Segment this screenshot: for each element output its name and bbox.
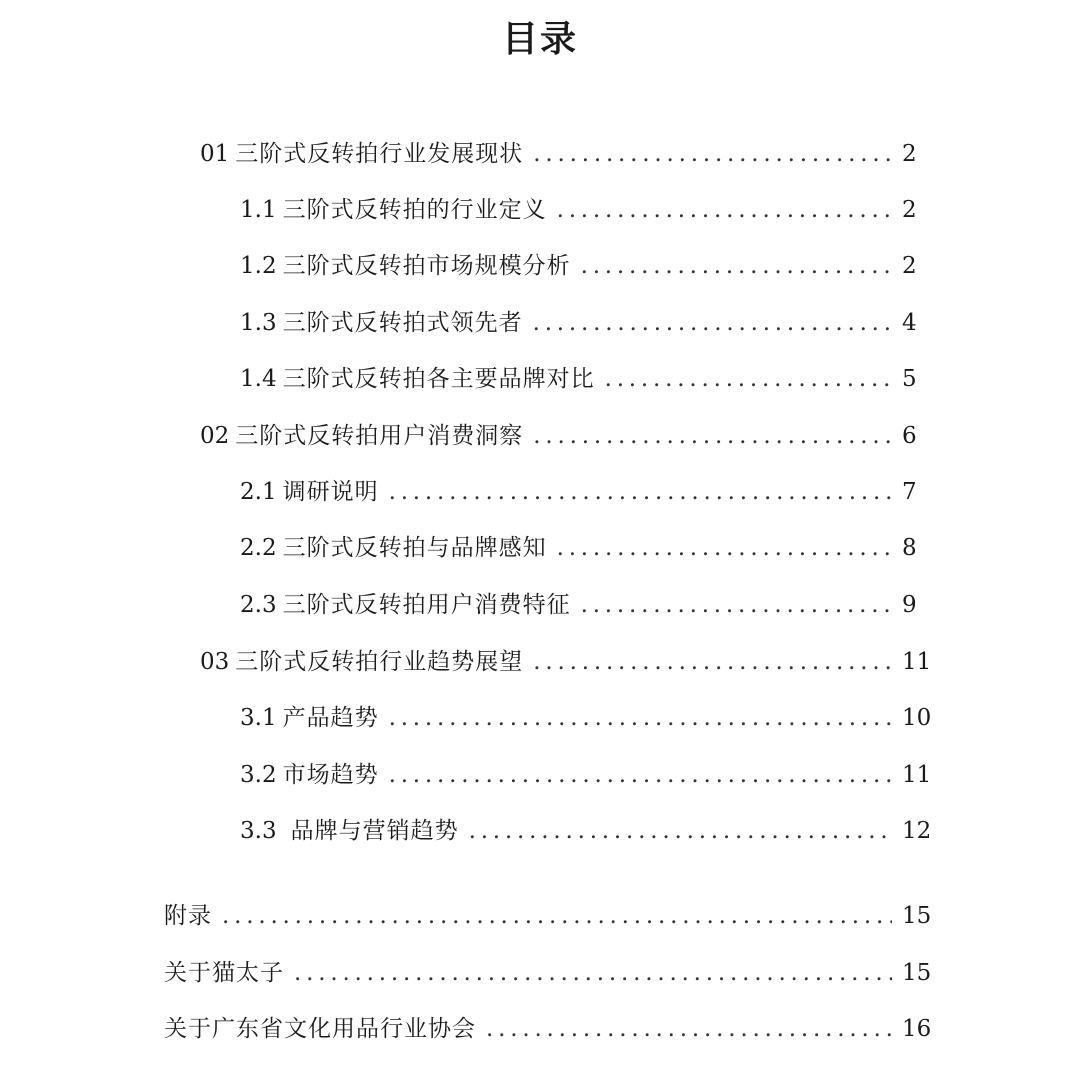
toc-entry-appendix[interactable] xyxy=(164,900,932,932)
dot-leader xyxy=(533,307,892,339)
toc-entry-label: 三阶式反转拍式领先者 xyxy=(282,310,523,336)
toc-entry-label: 调研说明 xyxy=(282,479,379,505)
toc-entry-page: 5 xyxy=(902,366,917,392)
toc-entry-label: 市场趋势 xyxy=(282,762,379,788)
toc-entry-page: 2 xyxy=(902,197,917,223)
toc-entry-section-1-3[interactable] xyxy=(240,307,916,339)
toc-entry-section-2-3[interactable] xyxy=(240,589,916,621)
dot-leader xyxy=(222,900,892,932)
toc-entry-page: 8 xyxy=(902,535,917,561)
toc-entry-label: 三阶式反转拍各主要品牌对比 xyxy=(282,366,595,392)
toc-entry-section-1-1[interactable] xyxy=(240,194,916,226)
toc-entry-number: 3.2 xyxy=(240,762,277,788)
toc-entry-section-3-2[interactable] xyxy=(240,759,932,791)
toc-entry-label: 品牌与营销趋势 xyxy=(290,818,459,844)
toc-entry-label: 附录 xyxy=(164,903,212,929)
toc-entry-label: 三阶式反转拍行业趋势展望 xyxy=(235,649,524,675)
toc-entry-section-3-1[interactable] xyxy=(240,702,932,734)
dot-leader xyxy=(486,1013,892,1045)
dot-leader xyxy=(389,759,892,791)
toc-entry-page: 15 xyxy=(902,960,932,986)
dot-leader xyxy=(605,363,892,395)
toc-entry-page: 11 xyxy=(902,649,932,675)
toc-entry-number: 2.3 xyxy=(240,592,277,618)
dot-leader xyxy=(533,138,892,170)
toc-entry-page: 7 xyxy=(902,479,917,505)
toc-entry-number: 1.1 xyxy=(240,197,277,223)
page-title: 目录 xyxy=(501,18,578,60)
toc-entry-page: 2 xyxy=(902,253,917,279)
toc-entry-label: 关于猫太子 xyxy=(164,960,284,986)
toc-entry-page: 12 xyxy=(902,818,932,844)
toc-entry-page: 11 xyxy=(902,762,932,788)
toc-entry-page: 2 xyxy=(902,141,917,167)
toc-entry-number: 01 xyxy=(200,141,230,167)
toc-entry-number: 1.2 xyxy=(240,253,277,279)
toc-entry-number: 1.4 xyxy=(240,366,277,392)
toc-entry-section-1-2[interactable] xyxy=(240,250,916,282)
toc-entry-number: 3.3 xyxy=(240,818,277,844)
toc-entry-number: 02 xyxy=(200,423,230,449)
toc-entry-page: 6 xyxy=(902,423,917,449)
toc-entry-label: 三阶式反转拍的行业定义 xyxy=(282,197,547,223)
toc-entry-chapter-03[interactable] xyxy=(200,646,932,678)
dot-leader xyxy=(581,589,892,621)
toc-entry-number: 03 xyxy=(200,649,230,675)
toc-entry-page: 4 xyxy=(902,310,917,336)
toc-entry-page: 10 xyxy=(902,705,932,731)
toc-entry-page: 15 xyxy=(902,903,932,929)
dot-leader xyxy=(469,815,892,847)
dot-leader xyxy=(389,476,892,508)
dot-leader xyxy=(533,646,892,678)
toc-entry-number: 2.2 xyxy=(240,535,277,561)
toc-entry-number: 1.3 xyxy=(240,310,277,336)
dot-leader xyxy=(557,532,892,564)
toc-entry-section-2-1[interactable] xyxy=(240,476,916,508)
toc-entry-number: 3.1 xyxy=(240,705,277,731)
toc-entry-section-1-4[interactable] xyxy=(240,363,916,395)
toc-entry-label: 三阶式反转拍与品牌感知 xyxy=(282,535,547,561)
toc-entry-label: 关于广东省文化用品行业协会 xyxy=(164,1016,476,1042)
toc-entry-label: 三阶式反转拍用户消费特征 xyxy=(282,592,571,618)
dot-leader xyxy=(557,194,892,226)
toc-entry-about-association[interactable] xyxy=(164,1013,932,1045)
toc-entry-chapter-01[interactable] xyxy=(200,138,916,170)
toc-entry-label: 三阶式反转拍用户消费洞察 xyxy=(235,423,524,449)
dot-leader xyxy=(389,702,892,734)
toc-entry-section-2-2[interactable] xyxy=(240,532,916,564)
toc-entry-number: 2.1 xyxy=(240,479,277,505)
toc-entry-page: 16 xyxy=(902,1016,932,1042)
toc-entry-page: 9 xyxy=(902,592,917,618)
dot-leader xyxy=(533,420,892,452)
toc-entry-label: 三阶式反转拍行业发展现状 xyxy=(235,141,524,167)
dot-leader xyxy=(294,957,892,989)
toc-entry-label: 产品趋势 xyxy=(282,705,379,731)
dot-leader xyxy=(581,250,892,282)
toc-entry-about-maotaizi[interactable] xyxy=(164,957,932,989)
toc-entry-chapter-02[interactable] xyxy=(200,420,916,452)
toc-entry-label: 三阶式反转拍市场规模分析 xyxy=(282,253,571,279)
toc-entry-section-3-3[interactable] xyxy=(240,815,932,847)
